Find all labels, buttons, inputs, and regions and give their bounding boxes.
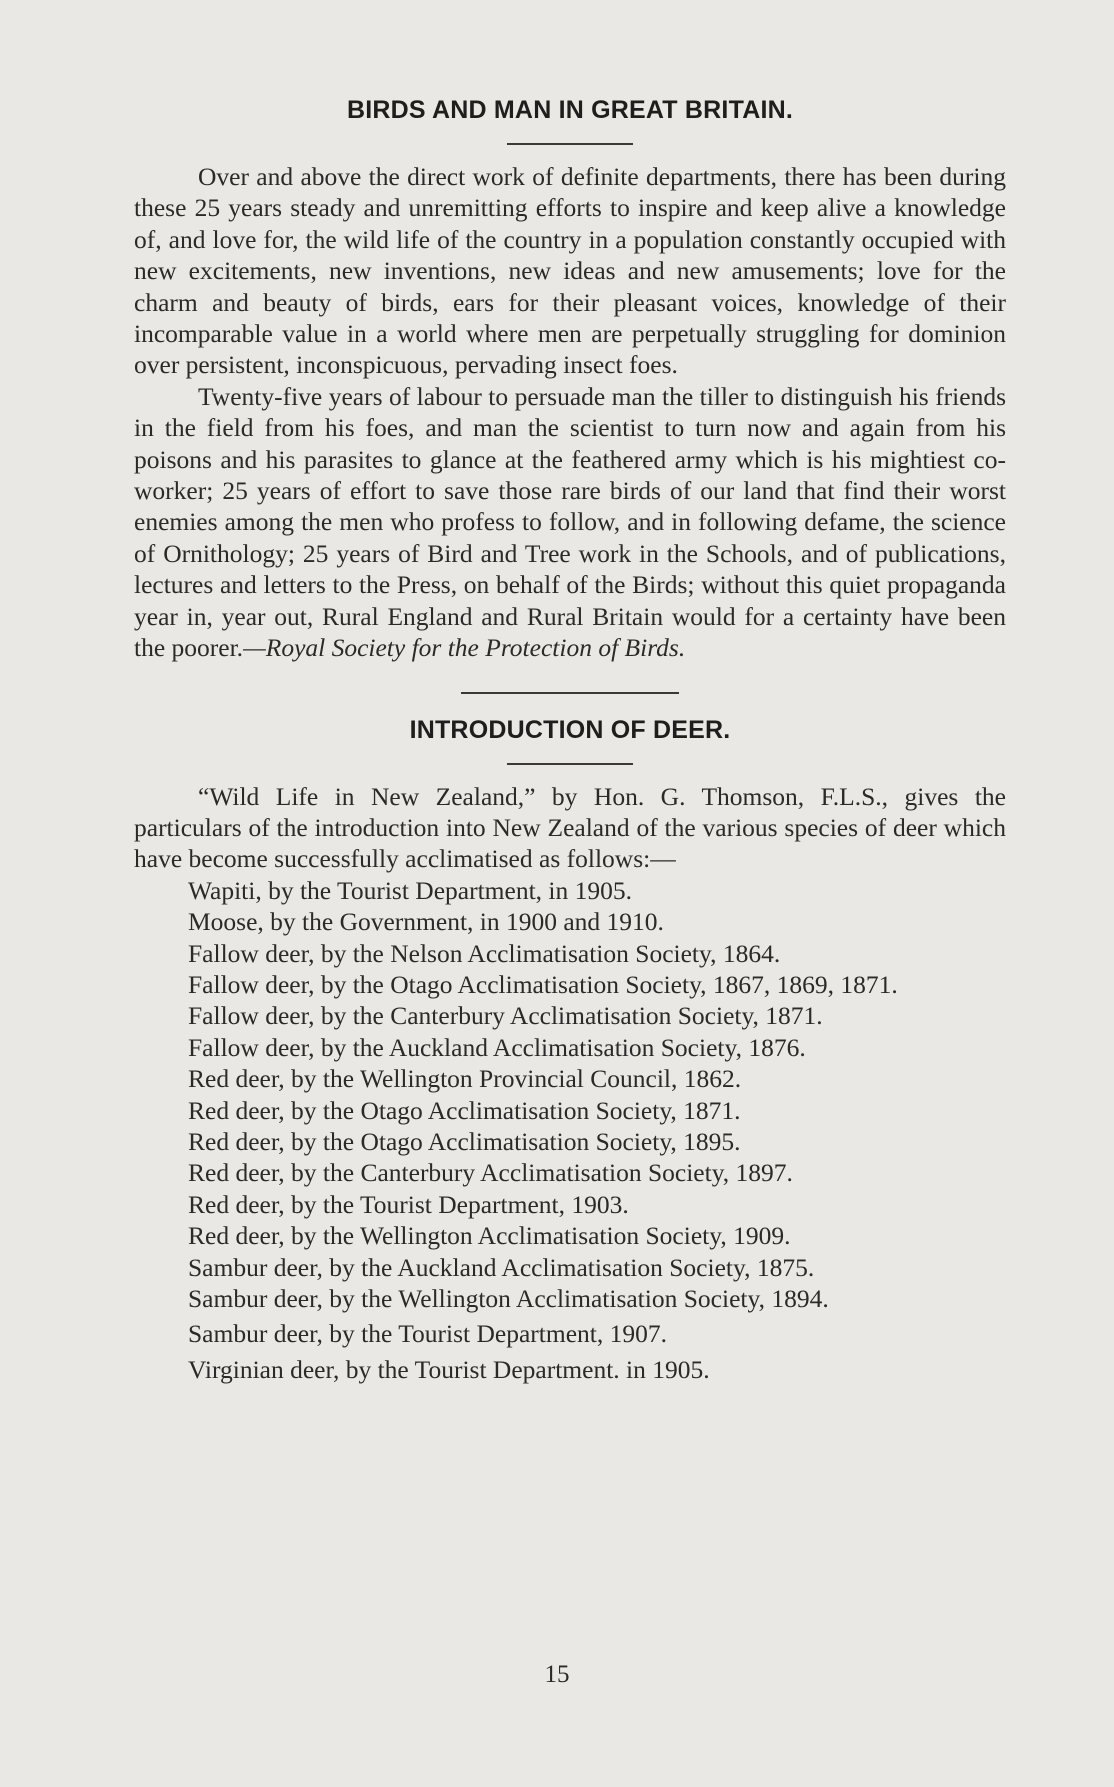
list-item: Fallow deer, by the Otago Acclimatisation Society, 1867, 1869, 1871. xyxy=(188,969,898,999)
list-item: Moose, by the Government, in 1900 and 1910. xyxy=(188,907,664,937)
list-item: Red deer, by the Otago Acclimatisation Society, 1871. xyxy=(188,1095,741,1125)
deer-introduction-list xyxy=(134,875,1006,1386)
list-item: Sambur deer, by the Tourist Department, 1907. xyxy=(188,1319,667,1349)
list-item: Virginian deer, by the Tourist Department. in 1905. xyxy=(188,1354,710,1384)
list-item: Red deer, by the Canterbury Acclimatisation Society, 1897. xyxy=(188,1158,793,1188)
list-item: Red deer, by the Otago Acclimatisation Society, 1895. xyxy=(188,1126,741,1156)
list-item: Sambur deer, by the Wellington Acclimatisation Society, 1894. xyxy=(188,1284,829,1313)
list-item: Red deer, by the Wellington Acclimatisation Society, 1909. xyxy=(188,1221,791,1251)
attribution: —Royal Society for the Protection of Birds. xyxy=(243,633,686,663)
paragraph: Over and above the direct work of definite departments, there has been during these 25 years steady and unremitting efforts to inspire and keep alive a knowledge of, and love for, the wild life of the country in a population constantly occupied with new excitements, new inventions, new ideas and new amusements; love for the charm and beauty of birds, ears for their pleasant voices, knowledge of their incomparable value in a world where men are perpetually struggling for dominion over persistent, inconspicuous, pervading insect foes. xyxy=(134,162,1006,380)
section-title-deer: INTRODUCTION OF DEER. xyxy=(409,715,731,744)
title-rule xyxy=(507,763,633,765)
list-item: Fallow deer, by the Nelson Acclimatisation Society, 1864. xyxy=(188,938,781,968)
section-title-birds: BIRDS AND MAN IN GREAT BRITAIN. xyxy=(347,96,793,124)
intro-paragraph: “Wild Life in New Zealand,” by Hon. G. Thomson, F.L.S., gives the particulars of the introduction into New Zealand of the various species of deer which have become successfully acclimatised as follows:— xyxy=(134,781,1006,874)
list-item: Fallow deer, by the Auckland Acclimatisation Society, 1876. xyxy=(188,1032,806,1062)
list-item: Red deer, by the Wellington Provincial Council, 1862. xyxy=(188,1064,742,1094)
list-item: Sambur deer, by the Auckland Acclimatisation Society, 1875. xyxy=(188,1252,815,1282)
paragraph xyxy=(134,381,1006,664)
section-divider xyxy=(461,692,679,694)
paragraph-text: Twenty-five years of labour to persuade man the tiller to distinguish his friends in the field from his foes, and man the scientist to turn now and again from his poisons and his parasites to glance at the feathered army which is his mightiest co-worker; 25 years of effort to save those rare birds of our land that find their worst enemies among the men who profess to follow, and in following defame, the science of Ornithology; 25 years of Bird and Tree work in the Schools, and of publications, lectures and letters to the Press, on behalf of the Birds; without this quiet propaganda year in, year out, Rural England and Rural Britain would for a certainty have been the poorer. xyxy=(134,381,1006,663)
title-rule xyxy=(507,143,633,145)
list-item: Fallow deer, by the Canterbury Acclimatisation Society, 1871. xyxy=(188,1001,823,1031)
list-item: Red deer, by the Tourist Department, 1903. xyxy=(188,1189,629,1219)
document-page xyxy=(134,96,1006,1385)
list-item: Wapiti, by the Tourist Department, in 1905. xyxy=(188,875,632,905)
page-number: 15 xyxy=(544,1661,570,1688)
